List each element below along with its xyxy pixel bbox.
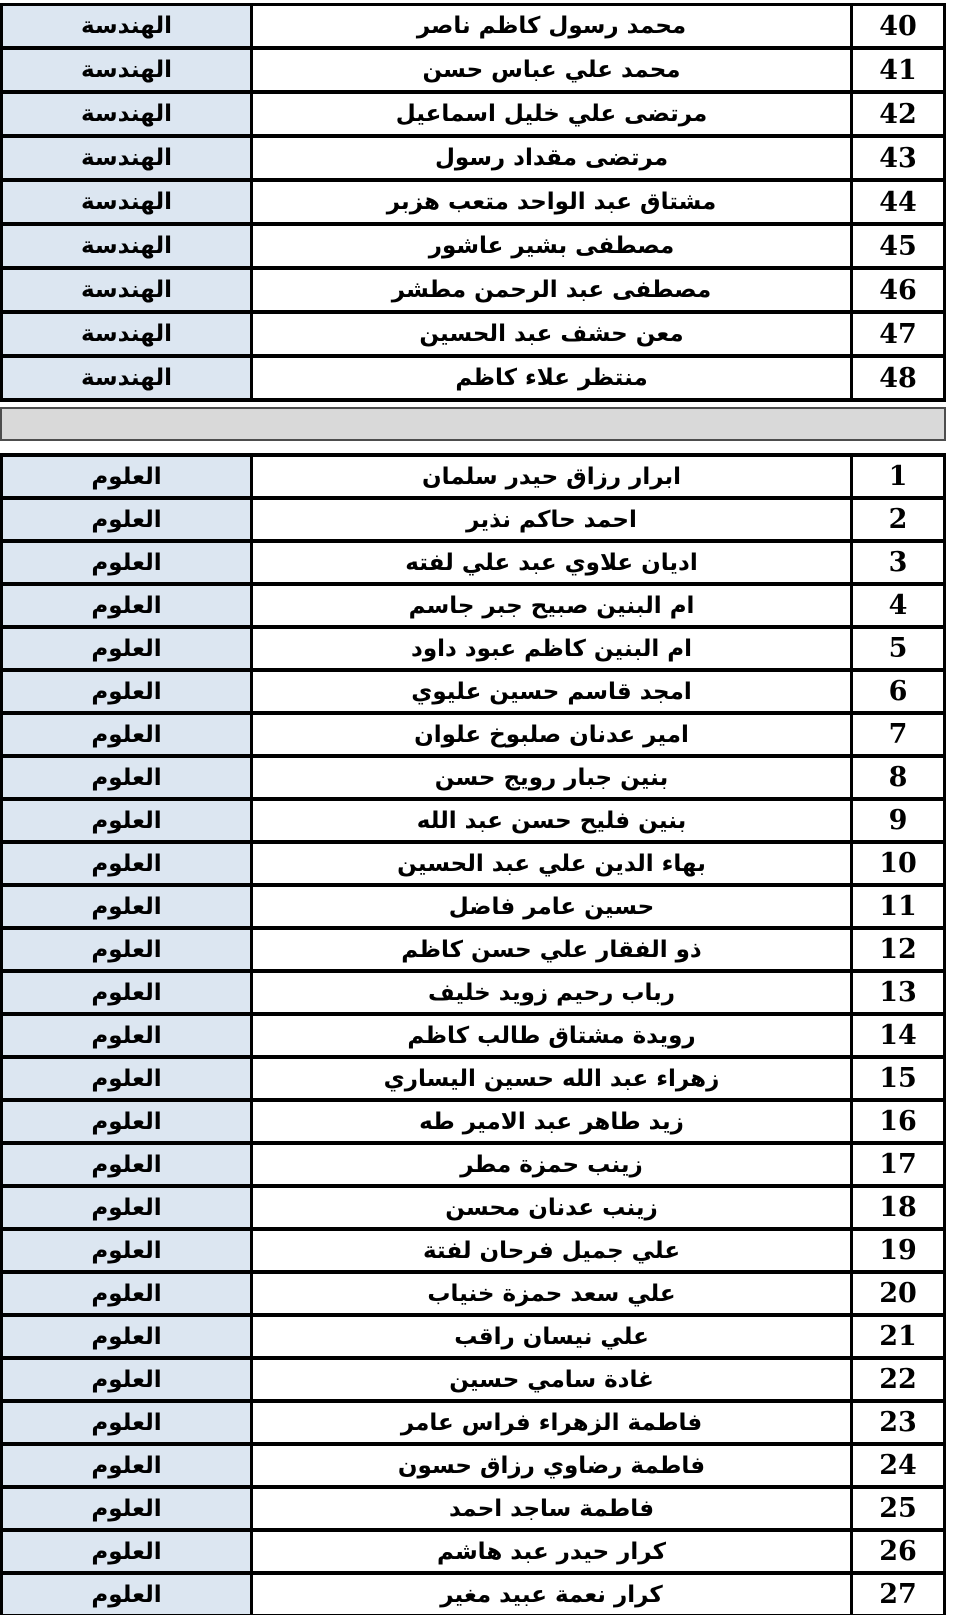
table-row [3,1446,943,1489]
row-number-cell: 7 [888,719,908,750]
row-department-cell: العلوم [3,930,253,969]
row-department-cell: الهندسة [3,314,253,354]
row-name-cell: ام البنين صبيح جبر جاسم [253,586,853,625]
row-name-cell: محمد علي عباس حسن [253,50,853,90]
row-department-cell: الهندسة [3,138,253,178]
engineering-section-table [0,3,946,402]
row-number-cell: 12 [879,934,917,965]
table-row [3,1403,943,1446]
table-row [3,6,943,50]
row-name-cell: مصطفى بشير عاشور [253,226,853,266]
table-row [3,1102,943,1145]
row-name-cell: زهراء عبد الله حسين اليساري [253,1059,853,1098]
row-department-cell: العلوم [3,1274,253,1313]
document-page [0,3,960,1615]
row-name-cell: علي جميل فرحان لفتة [253,1231,853,1270]
row-name-cell: مرتضى مقداد رسول [253,138,853,178]
row-department-cell: الهندسة [3,50,253,90]
row-department-cell: العلوم [3,1145,253,1184]
row-department-cell: العلوم [3,1231,253,1270]
row-number-cell: 41 [879,54,917,86]
row-number-cell: 43 [879,142,917,174]
table-row [3,844,943,887]
row-name-cell: غادة سامي حسين [253,1360,853,1399]
table-row [3,586,943,629]
table-row [3,1360,943,1403]
row-department-cell: العلوم [3,1016,253,1055]
row-department-cell: الهندسة [3,94,253,134]
row-number-cell: 42 [879,98,917,130]
row-department-cell: العلوم [3,1489,253,1528]
row-name-cell: رباب رحيم زويد خليف [253,973,853,1012]
table-row [3,887,943,930]
row-number-cell: 9 [888,805,908,836]
table-row [3,457,943,500]
table-row [3,1145,943,1188]
row-department-cell: العلوم [3,1102,253,1141]
table-row [3,672,943,715]
row-name-cell: منتظر علاء كاظم [253,358,853,398]
row-number-cell: 18 [879,1192,917,1223]
row-department-cell: العلوم [3,973,253,1012]
row-number-cell: 44 [879,186,917,218]
row-name-cell: احمد حاكم نذير [253,500,853,539]
row-number-cell: 40 [879,10,917,42]
row-department-cell: العلوم [3,1575,253,1614]
table-row [3,1059,943,1102]
table-row [3,1532,943,1575]
row-number-cell: 21 [879,1321,917,1352]
row-name-cell: زينب عدنان محسن [253,1188,853,1227]
row-number-cell: 3 [888,547,908,578]
table-row [3,358,943,402]
row-name-cell: بنين فليح حسن عبد الله [253,801,853,840]
row-name-cell: فاطمة الزهراء فراس عامر [253,1403,853,1442]
table-row [3,314,943,358]
row-name-cell: حسين عامر فاضل [253,887,853,926]
row-department-cell: الهندسة [3,182,253,222]
row-name-cell: امير عدنان صلبوخ علوان [253,715,853,754]
table-row [3,715,943,758]
row-number-cell: 25 [879,1493,917,1524]
row-department-cell: العلوم [3,1360,253,1399]
table-row [3,1274,943,1317]
row-name-cell: ذو الفقار علي حسن كاظم [253,930,853,969]
table-row [3,50,943,94]
table-row [3,1317,943,1360]
row-name-cell: معن حشف عبد الحسين [253,314,853,354]
row-department-cell: العلوم [3,543,253,582]
row-number-cell: 22 [879,1364,917,1395]
row-department-cell: العلوم [3,844,253,883]
row-name-cell: محمد رسول كاظم ناصر [253,6,853,46]
row-number-cell: 24 [879,1450,917,1481]
table-row [3,1489,943,1532]
table-row [3,1016,943,1059]
row-name-cell: امجد قاسم حسين عليوي [253,672,853,711]
row-number-cell: 14 [879,1020,917,1051]
row-number-cell: 2 [888,504,908,535]
row-department-cell: العلوم [3,1317,253,1356]
table-row [3,801,943,844]
row-department-cell: العلوم [3,715,253,754]
row-name-cell: فاطمة ساجد احمد [253,1489,853,1528]
row-number-cell: 4 [888,590,908,621]
table-row [3,94,943,138]
row-name-cell: كرار حيدر عبد هاشم [253,1532,853,1571]
row-name-cell: بنين جبار رويج حسن [253,758,853,797]
row-number-cell: 47 [879,318,917,350]
row-name-cell: فاطمة رضاوي رزاق حسون [253,1446,853,1485]
row-number-cell: 46 [879,274,917,306]
row-number-cell: 8 [888,762,908,793]
row-name-cell: بهاء الدين علي عبد الحسين [253,844,853,883]
row-name-cell: زينب حمزة مطر [253,1145,853,1184]
row-number-cell: 16 [879,1106,917,1137]
row-name-cell: علي نيسان راقب [253,1317,853,1356]
table-row [3,543,943,586]
row-department-cell: العلوم [3,672,253,711]
row-number-cell: 19 [879,1235,917,1266]
row-name-cell: كرار نعمة عبيد مغير [253,1575,853,1614]
row-department-cell: العلوم [3,629,253,668]
row-department-cell: الهندسة [3,270,253,310]
row-number-cell: 48 [879,362,917,394]
table-row [3,629,943,672]
row-department-cell: العلوم [3,586,253,625]
table-row [3,226,943,270]
row-number-cell: 27 [879,1579,917,1610]
row-name-cell: زيد طاهر عبد الامير طه [253,1102,853,1141]
row-number-cell: 45 [879,230,917,262]
table-row [3,1231,943,1274]
row-department-cell: العلوم [3,457,253,496]
row-number-cell: 26 [879,1536,917,1567]
row-department-cell: العلوم [3,1188,253,1227]
row-number-cell: 17 [879,1149,917,1180]
row-number-cell: 6 [888,676,908,707]
row-number-cell: 11 [879,891,917,922]
table-row [3,1575,943,1615]
row-department-cell: الهندسة [3,226,253,266]
row-department-cell: العلوم [3,758,253,797]
row-number-cell: 10 [879,848,917,879]
science-section-table [0,453,946,1615]
row-department-cell: العلوم [3,1532,253,1571]
row-number-cell: 23 [879,1407,917,1438]
section-separator-band [0,407,946,441]
row-name-cell: اديان علاوي عبد علي لفته [253,543,853,582]
table-row [3,973,943,1016]
table-row [3,270,943,314]
row-name-cell: علي سعد حمزة خنياب [253,1274,853,1313]
row-number-cell: 13 [879,977,917,1008]
table-row [3,930,943,973]
row-department-cell: العلوم [3,500,253,539]
row-department-cell: العلوم [3,1446,253,1485]
row-number-cell: 1 [888,461,908,492]
row-department-cell: الهندسة [3,358,253,398]
table-row [3,182,943,226]
table-row [3,500,943,543]
row-name-cell: مرتضى علي خليل اسماعيل [253,94,853,134]
row-name-cell: ام البنين كاظم عبود داود [253,629,853,668]
row-department-cell: العلوم [3,1403,253,1442]
table-row [3,758,943,801]
row-department-cell: العلوم [3,1059,253,1098]
row-name-cell: رويدة مشتاق طالب كاظم [253,1016,853,1055]
row-department-cell: العلوم [3,801,253,840]
row-name-cell: مصطفى عبد الرحمن مطشر [253,270,853,310]
row-number-cell: 20 [879,1278,917,1309]
row-name-cell: مشتاق عبد الواحد متعب هزبر [253,182,853,222]
row-name-cell: ابرار رزاق حيدر سلمان [253,457,853,496]
table-row [3,1188,943,1231]
table-row [3,138,943,182]
row-department-cell: الهندسة [3,6,253,46]
row-number-cell: 5 [888,633,908,664]
row-department-cell: العلوم [3,887,253,926]
row-number-cell: 15 [879,1063,917,1094]
